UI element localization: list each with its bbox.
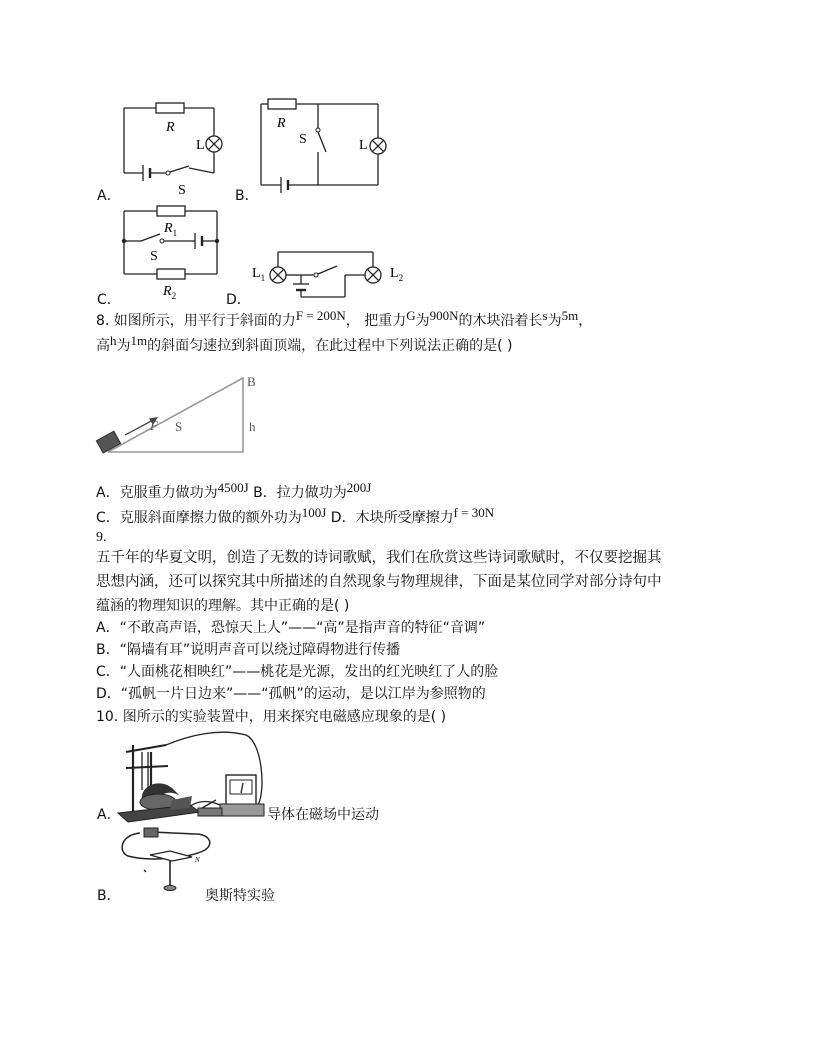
label-s: S xyxy=(175,419,183,434)
label-l2: $L_2$ xyxy=(390,266,404,283)
option-a-label: A． xyxy=(97,188,121,204)
apparatus-b-figure xyxy=(0,0,220,900)
svg-text:N: N xyxy=(195,856,200,864)
switch-s-lever xyxy=(318,266,337,274)
q8-stem-line2: 高h为1m的斜面匀速拉到斜面顶端，在此过程中下列说法正确的是( ) xyxy=(96,333,513,354)
q8-option-d[interactable]: D．木块所受摩擦力f = 30N xyxy=(330,505,495,526)
q8-option-a[interactable]: A．克服重力做功为4500J xyxy=(96,480,249,501)
q10-option-a-caption: 导体在磁场中运动 xyxy=(267,807,379,823)
option-b-label: B． xyxy=(235,188,259,204)
q9-option-c[interactable]: C．“人面桃花相映红”——桃花是光源，发出的红光映红了人的脸 xyxy=(96,664,499,680)
label-s: S xyxy=(178,183,186,198)
q9-stem-line1: 五千年的华夏文明，创造了无数的诗词歌赋，我们在欣赏这些诗词歌赋时，不仅要挖掘其 xyxy=(96,550,662,566)
q9-option-d[interactable]: D．“孤帆一片日边来”——“孤帆”的运动，是以江岸为参照物的 xyxy=(96,686,486,702)
option-c-label: C． xyxy=(97,292,121,308)
label-r: R xyxy=(166,120,175,135)
label-r2: $R_2$ xyxy=(163,284,177,301)
q10-option-b-caption: 奥斯特实验 xyxy=(205,888,275,904)
q10-stem: 10. 图所示的实验装置中，用来探究电磁感应现象的是( ) xyxy=(96,709,447,725)
q9-option-b[interactable]: B．“隔墙有耳”说明声音可以绕过障碍物进行传播 xyxy=(96,642,401,658)
q9-stem-line3: 蕴涵的物理知识的理解。其中正确的是( ) xyxy=(96,598,350,614)
switch-pivot xyxy=(314,273,318,277)
label-h: h xyxy=(249,419,256,434)
label-f: F xyxy=(150,418,158,433)
q8-option-b[interactable]: B．拉力做功为200J xyxy=(253,480,372,501)
label-l: L xyxy=(359,138,368,153)
q9-stem-line2: 思想内涵，还可以探究其中所描述的自然现象与物理规律，下面是某位同学对部分诗句中 xyxy=(96,574,662,590)
lamp-l2-symbol xyxy=(365,267,381,283)
label-r: R xyxy=(277,116,286,131)
label-s: S xyxy=(299,132,307,147)
circuit-d-wires xyxy=(278,252,373,297)
label-r1: $R_1$ xyxy=(164,221,178,238)
option-d-label: D． xyxy=(226,292,251,308)
label-l1: $L_1$ xyxy=(252,266,266,283)
q8-option-c[interactable]: C．克服斜面摩擦力做的额外功为100J xyxy=(96,505,327,526)
battery-symbol xyxy=(293,284,309,297)
q9-option-a[interactable]: A．“不敢高声语，恐惊天上人”——“高”是指声音的特征“音调” xyxy=(96,620,486,636)
label-l: L xyxy=(196,138,205,153)
label-s: S xyxy=(150,249,158,264)
label-b: B xyxy=(247,374,256,389)
q10-option-b-label[interactable]: B． xyxy=(97,888,121,904)
q9-number: 9. xyxy=(96,530,107,545)
q8-stem-line1: 8. 如图所示，用平行于斜面的力F = 200N， 把重力G为900N的木块沿着长s为5m， xyxy=(96,308,593,329)
q10-option-a-label[interactable]: A． xyxy=(97,807,121,823)
